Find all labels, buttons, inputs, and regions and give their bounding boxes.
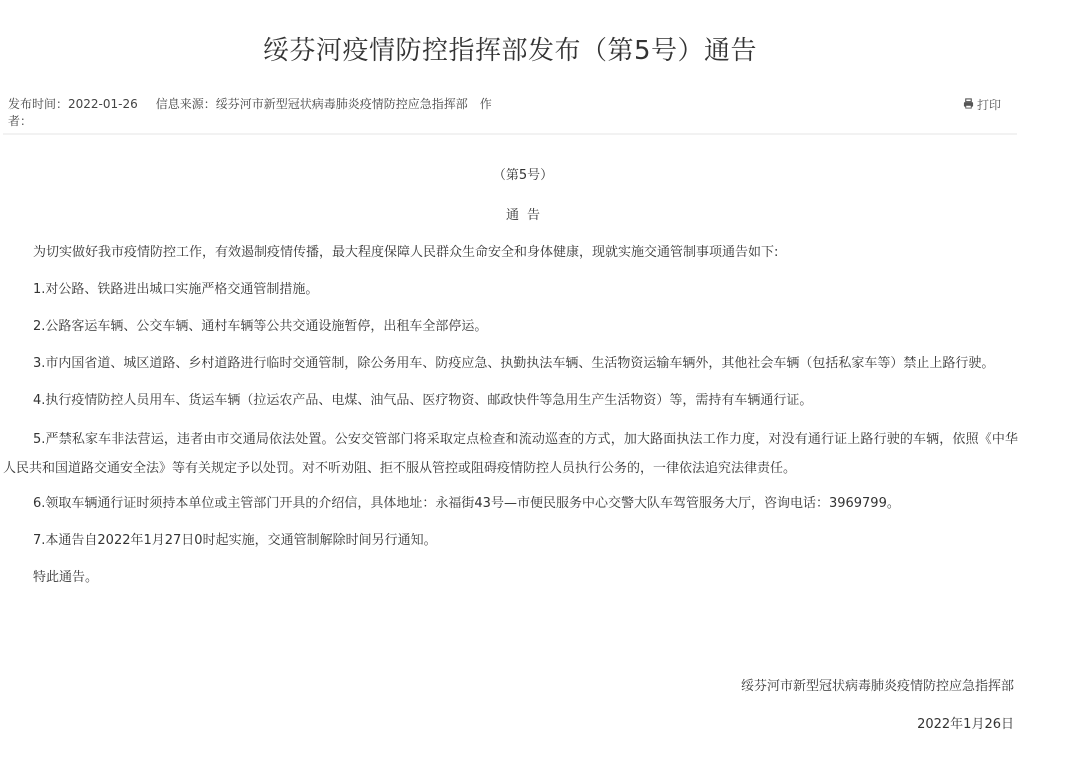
- article-body: [3, 240, 1018, 602]
- document-number: （第5号）: [492, 168, 554, 183]
- paragraph-intro: 为切实做好我市疫情防控工作，有效遏制疫情传播，最大程度保障人民群众生命安全和身体健康，现就实施交通管制事项通告如下:: [33, 245, 779, 260]
- paragraph-item-7: 7.本通告自2022年1月27日0时起实施，交通管制解除时间另行通知。: [33, 533, 437, 548]
- source-label: 信息来源：: [155, 97, 216, 111]
- paragraph-item-4: 4.执行疫情防控人员用车、货运车辆（拉运农产品、电煤、油气品、医疗物资、邮政快件等急用生产生活物资）等，需持有车辆通行证。: [33, 393, 813, 408]
- author-label: 作者：: [8, 97, 492, 128]
- paragraph-item-3: 3.市内国省道、城区道路、乡村道路进行临时交通管制，除公务用车、防疫应急、执勤执法车辆、生活物资运输车辆外，其他社会车辆（包括私家车等）禁止上路行驶。: [33, 356, 995, 371]
- document-heading: 通告: [505, 208, 548, 223]
- paragraph-closing: 特此通告。: [33, 570, 99, 585]
- printer-icon: [963, 98, 974, 112]
- paragraph-item-1: 1.对公路、铁路进出城口实施严格交通管制措施。: [33, 282, 319, 297]
- source: 绥芬河市新型冠状病毒肺炎疫情防控应急指挥部: [215, 97, 468, 111]
- signature-date: 2022年1月26日: [917, 717, 1014, 732]
- signature-issuer: 绥芬河市新型冠状病毒肺炎疫情防控应急指挥部: [740, 679, 1014, 694]
- article-meta: [8, 96, 498, 130]
- print-button[interactable]: [963, 96, 1001, 113]
- publish-time-label: 发布时间：: [8, 97, 69, 111]
- page-title: 绥芬河疫情防控指挥部发布（第5号）通告: [262, 36, 758, 66]
- paragraph-item-6: 6.领取车辆通行证时须持本单位或主管部门开具的介绍信，具体地址：永福街43号—市便民服务中心交警大队车驾管服务大厅，咨询电话：3969799。: [33, 496, 900, 511]
- paragraph-item-5: 5.严禁私家车非法营运，违者由市交通局依法处置。公安交管部门将采取定点检查和流动巡查的方式，加大路面执法工作力度，对没有通行证上路行驶的车辆，依照《中华人民共和国道路交通安全法》等有关规定予以处罚。对不听劝阻、拒不服从管控或阻碍疫情防控人员执行公务的，一律依法追究法律责任。: [3, 432, 1018, 476]
- publish-time: 2022-01-26: [68, 97, 138, 111]
- header-divider: [3, 133, 1017, 135]
- print-label: 打印: [977, 98, 1002, 112]
- paragraph-item-2: 2.公路客运车辆、公交车辆、通村车辆等公共交通设施暂停，出租车全部停运。: [33, 319, 488, 334]
